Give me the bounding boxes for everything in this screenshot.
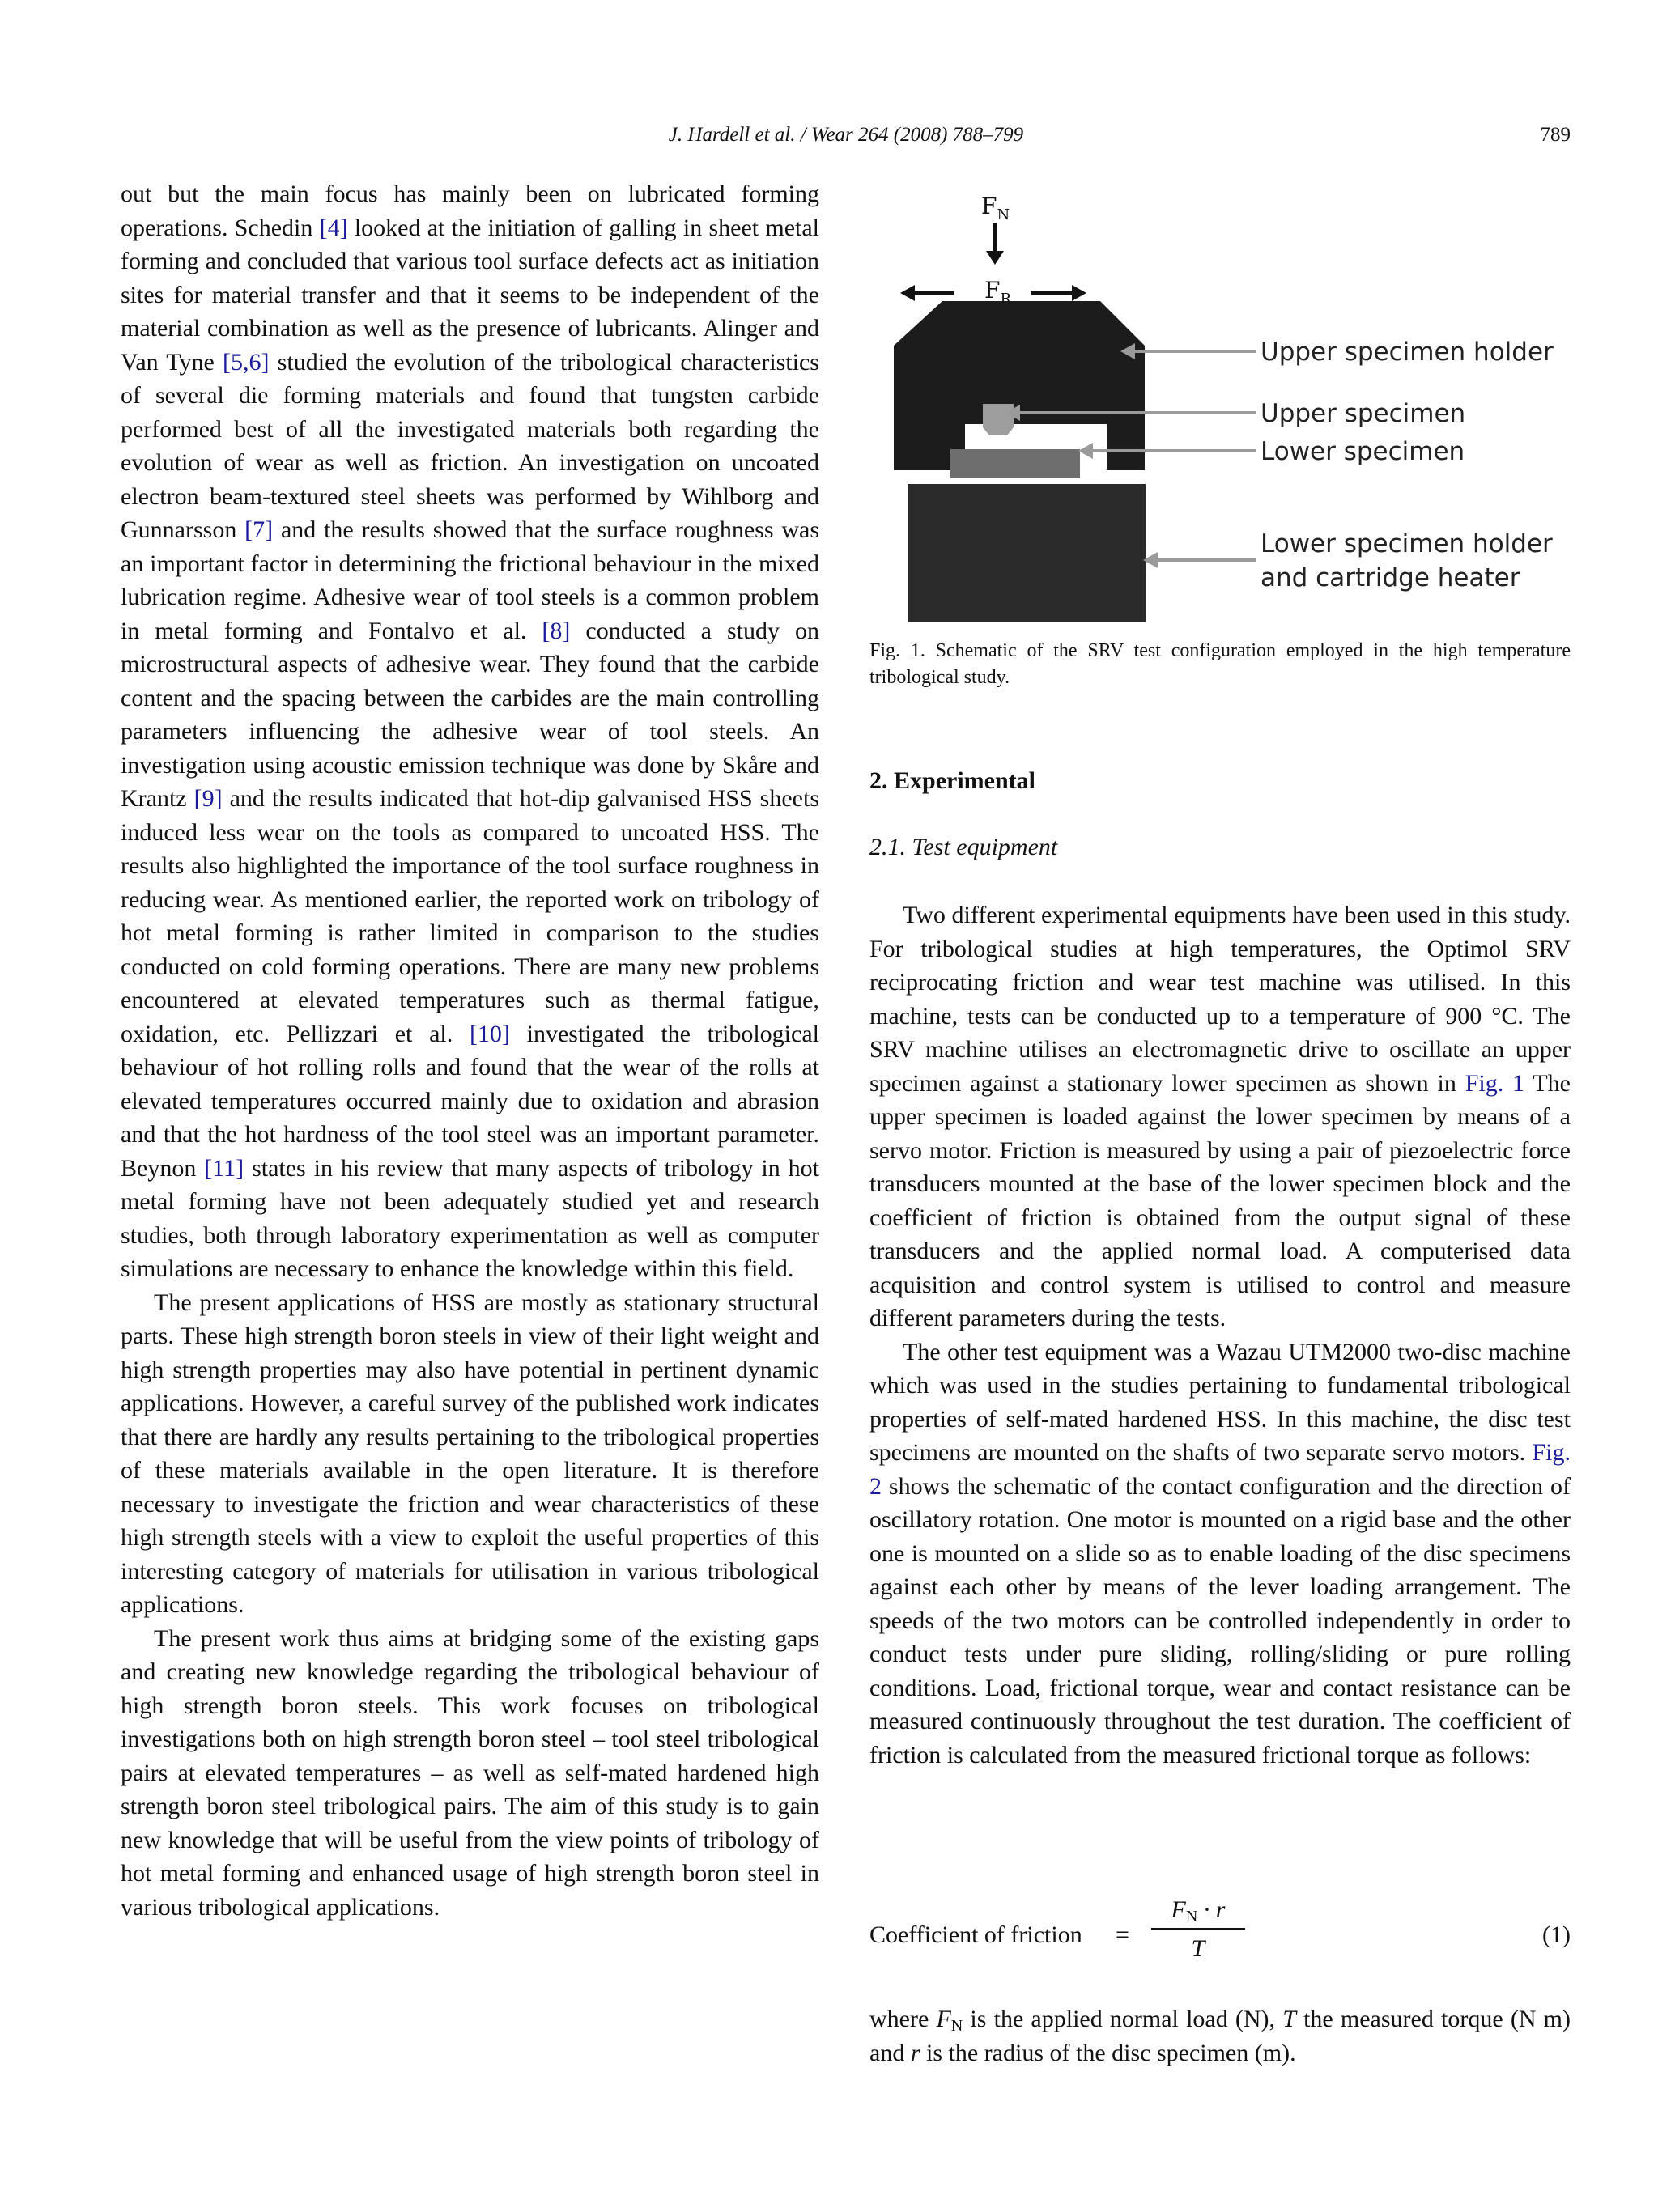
equation-numerator: $F_N \cdot r$ xyxy=(1151,1892,1245,1930)
body-text: The other test equipment was a Wazau UTM2000 two-disc machine which was used in the studies pertaining to fundamental tribological properties of self-mated hardened HSS. In this machine, the disc test specimens are mounted on the shafts of two separate servo motors. xyxy=(869,1338,1571,1466)
normal-force-arrowhead xyxy=(986,251,1004,265)
equation-1 xyxy=(869,1892,1571,1981)
body-text: and the results indicated that hot-dip galvanised HSS sheets induced less wear on the tools as compared to uncoated HSS. The results also highlighted the importance of the tool surface roughness in reducing wear. As mentioned earlier, the reported work on tribology of hot metal forming is rather limited in comparison to the studies conducted on cold forming operations. There are many new problems encountered at elevated temperatures such as thermal fatigue, oxidation, etc. Pellizzari et al. xyxy=(121,785,819,1047)
body-text: The present applications of HSS are mostly as stationary structural parts. These high strength boron steels in view of their light weight and high strength properties may also have potential in pertinent dynamic applications. However, a careful survey of the published work indicates that there are hardly any results pertaining to the tribological properties of these materials available in the open literature. It is therefore necessary to investigate the friction and wear characteristics of these high strength steels with a view to exploit the useful properties of this interesting category of materials for utilisation in various tribological applications. xyxy=(121,1289,819,1618)
equation-equals: = xyxy=(1116,1921,1129,1948)
citation-link[interactable]: [10] xyxy=(469,1020,510,1047)
body-text: conducted a study on microstructural aspects of adhesive wear. They found that the carbide content and the spacing between the carbides are the main controlling parameters influencing the adhesive wear of tool steels. An investigation using acoustic emission technique was done by Skåre and Krantz xyxy=(121,617,819,812)
body-text: looked at the initiation of galling in sheet metal forming and concluded that various tool surface defects act as initiation sites for material transfer and that it seems to be independent of the material combination as well as the presence of lubricants. Alinger and Van Tyne xyxy=(121,214,819,376)
figure-1-schematic xyxy=(869,173,1571,622)
normal-force-label: $F_N$ xyxy=(981,193,1010,223)
friction-force-arrowhead-right xyxy=(1072,285,1086,301)
body-text: The upper specimen is loaded against the lower specimen by means of a servo motor. Friction is measured by using a pair of piezoelectric force transducers mounted at the base of the lower specimen block and the coefficient of friction is obtained from the output signal of these transducers and the applied normal load. A computerised data acquisition and control system is utilised to control and measure different parameters during the tests. xyxy=(869,1069,1571,1331)
citation-link[interactable]: [7] xyxy=(244,516,274,543)
citation-link[interactable]: [4] xyxy=(319,214,348,241)
right-paragraph-1 xyxy=(869,898,1571,1335)
upper-specimen-shape xyxy=(983,404,1014,435)
label-upper-specimen-holder: Upper specimen holder xyxy=(1261,338,1554,367)
citation-link[interactable]: Fig. 2 xyxy=(869,1439,1571,1500)
citation-link[interactable]: [5,6] xyxy=(223,348,270,376)
equation-number: (1) xyxy=(1542,1921,1571,1948)
equation-label: Coefficient of friction xyxy=(869,1921,1082,1948)
lower-specimen-shape xyxy=(950,449,1080,478)
right-column xyxy=(869,898,1571,1772)
citation-link[interactable]: Fig. 1 xyxy=(1465,1069,1525,1097)
friction-force-label: $F_R$ xyxy=(984,277,1011,308)
label-lower-specimen-holder-line1: Lower specimen holder xyxy=(1261,529,1553,558)
label-lower-specimen: Lower specimen xyxy=(1261,437,1465,466)
equation-where-clause: where $F_N$ is the applied normal load (N), T the measured torque (N m) and r is the radius of the disc specimen (m). xyxy=(869,2006,1571,2066)
page-number: 789 xyxy=(1540,124,1571,146)
label-lower-specimen-holder-line2: and cartridge heater xyxy=(1261,563,1520,592)
upper-specimen-holder-shape xyxy=(894,301,1145,470)
figure-1-caption: Fig. 1. Schematic of the SRV test configuration employed in the high temperature tribological study. xyxy=(869,640,1571,688)
body-text: and the results showed that the surface roughness was an important factor in determining the frictional behaviour in the mixed lubrication regime. Adhesive wear of tool steels is a common problem in metal forming and Fontalvo et al. xyxy=(121,516,819,644)
body-text: studied the evolution of the tribological characteristics of several die forming materials and found that tungsten carbide performed best of all the investigated materials both regarding the evolution of wear as well as friction. An investigation on uncoated electron beam-textured steel sheets was performed by Wihlborg and Gunnarsson xyxy=(121,348,819,543)
equation-denominator: T xyxy=(1191,1935,1205,1962)
left-paragraph-3 xyxy=(121,1622,819,1925)
body-text: Two different experimental equipments have been used in this study. For tribological studies at high temperatures, the Optimol SRV reciprocating friction and wear test machine was utilised. In this machine, tests can be conducted up to a temperature of 900 °C. The SRV machine utilises an electromagnetic drive to oscillate an upper specimen against a stationary lower specimen as shown in xyxy=(869,902,1571,1097)
left-column xyxy=(121,177,819,1924)
section-heading: 2. Experimental xyxy=(869,767,1035,794)
body-text: investigated the tribological behaviour of hot rolling rolls and found that the wear of the rolls at elevated temperatures occurred mainly due to oxidation and abrasion and that the hot hardness of the tool steel was an important parameter. Beynon xyxy=(121,1020,819,1182)
right-paragraph-2 xyxy=(869,1335,1571,1773)
citation-link[interactable]: [9] xyxy=(193,785,223,812)
running-header xyxy=(121,124,1571,156)
body-text: out but the main focus has mainly been on lubricated forming operations. Schedin xyxy=(121,180,819,241)
label-upper-specimen: Upper specimen xyxy=(1261,399,1466,428)
body-text: The present work thus aims at bridging some of the existing gaps and creating new knowledge regarding the tribological behaviour of high strength boron steels. This work focuses on tribological investigations both on high strength boron steel – tool steel tribological pairs at elevated temperatures – as well as self-mated hardened high strength boron steel tribological pairs. The aim of this study is to gain new knowledge that will be useful from the view points of tribology of hot metal forming and enhanced usage of high strength boron steel in various tribological applications. xyxy=(121,1624,819,1921)
left-paragraph-1 xyxy=(121,177,819,1286)
equation-fraction xyxy=(1151,1892,1245,1965)
body-text: shows the schematic of the contact configuration and the direction of oscillatory rotation. One motor is mounted on a rigid base and the other one is mounted on a slide so as to enable loading of the disc specimens against each other by means of the lever loading arrangement. The speeds of the two motors can be controlled independently in order to conduct tests under pure sliding, rolling/sliding or pure rolling conditions. Load, frictional torque, wear and contact resistance can be measured continuously throughout the test duration. The coefficient of friction is calculated from the measured frictional torque as follows: xyxy=(869,1472,1571,1768)
lower-specimen-holder-shape xyxy=(908,484,1146,622)
left-paragraph-2 xyxy=(121,1286,819,1622)
citation-link[interactable]: [11] xyxy=(204,1154,244,1182)
citation-link[interactable]: [8] xyxy=(542,617,571,644)
running-title: J. Hardell et al. / Wear 264 (2008) 788–799 xyxy=(668,124,1024,146)
subsection-heading: 2.1. Test equipment xyxy=(869,834,1058,860)
body-text: states in his review that many aspects of tribology in hot metal forming have not been adequately studied yet and research studies, both through laboratory experimentation as well as computer simulations are necessary to enhance the knowledge within this field. xyxy=(121,1154,819,1282)
friction-force-arrowhead-left xyxy=(900,285,915,301)
